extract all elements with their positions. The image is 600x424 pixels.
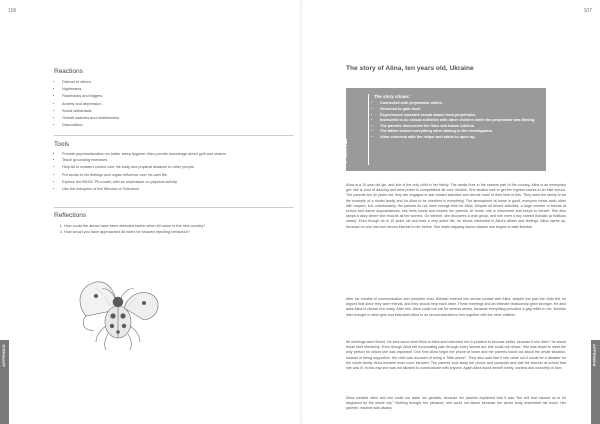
- story-shows-item: • Experienced repeated sexual abuse from perpetrator.: [380, 113, 542, 119]
- story-shows-item: • Instructed to do sexual activities with other children while the perpetrator was filming.: [380, 118, 542, 123]
- story-shows-box: [338, 88, 546, 171]
- appendix-side-tab: [0, 340, 9, 424]
- reflections-section: [54, 212, 294, 235]
- section-divider: [54, 135, 294, 136]
- story-shows-item: • The parents discovered the films and blame Adelina.: [380, 124, 542, 130]
- story-shows-item: • Groomed to gain trust.: [380, 107, 542, 113]
- reflections-heading: Reflections: [54, 212, 87, 219]
- left-page-number: 106: [8, 8, 17, 14]
- tools-item: • Teach grounding exercises.: [62, 157, 294, 164]
- box-divider: [368, 94, 369, 165]
- story-paragraph: After six months of communication and complete trust, Bohdan entered into sexual contact with Alina, despite the pain the child felt, he argued that since they were friends, and they should help each other. These meetings and an intimate relationship grew stronger. He also asks Alina to please him orally. After this, Alina could not eat for several weeks, because everything provoked a gag reflex in her. Bohdan later brought in other girls and instructed Alina to do sexual activities to him together with the other children.: [346, 297, 566, 317]
- story-shows-heading: The story shows:: [374, 94, 411, 99]
- reactions-section: [54, 68, 294, 129]
- tools-item: • Explore the BASIC Ph model, with an emphasize on physical activity.: [62, 179, 294, 186]
- story-shows-item: • Connected with perpetrator online.: [380, 101, 542, 107]
- right-page-number: 107: [583, 8, 592, 14]
- story-body: [346, 297, 566, 318]
- story-name-label: [338, 92, 364, 167]
- story-name: Alina: [338, 138, 350, 163]
- reactions-item: • Dissociation.: [62, 122, 294, 129]
- reflections-item: 2. How would you have approached Ali when he showed rejecting behaviour?: [64, 229, 294, 235]
- reactions-item: • Social withdrawal.: [62, 108, 294, 115]
- reactions-item: • Distrust of others.: [62, 79, 294, 86]
- story-paragraph: All meetings were filmed. He sent some short films to Alina and instructed her to practice to become better, because if she didn't, he would break their friendship. Even though Alina felt excruciating pain through every sexual act, she could not refuse. She was afraid to meet the only person for whom she was important. One time Alina forgot her phone at home and her parents found out about the whole situation. Instead of being supportive, the child was accused of being a "little whore". They also said that if she came out it would be a disaster for the whole family. Alina became even more introvert. The parents took away her phone and computer and told the teacher at school that she was ill. In this way she was not allowed to communicate with anyone. Again Alina found herself lonely, useless and unworthy of love.: [346, 340, 566, 371]
- story-body: [346, 340, 566, 371]
- reactions-item: • Flashbacks and triggers.: [62, 93, 294, 100]
- story-title: The story of Alina, ten years old, Ukraine: [346, 65, 474, 72]
- story-shows-content: [374, 94, 542, 141]
- story-body: [346, 183, 566, 230]
- story-paragraph: Alina is a 10 year-old girl, and she is the only child in her family. The family lives in the eastern part of the country. Alina is an exemplary girl: she is fond of dancing and wins prizes in competitions all over Ukraine. She studies well to get the highest scores in an elite school. The parents are 40 years old, they are engaged in war related activities and devote most of their time to this. They want the family to be the example of a model family and for Alina to be obedient in everything. The atmosphere at home is good, everyone treats each other with respect, but, unfortunately, the parents do not have enough time for Alina. Despite all Alina's activities, a large number of friends at school and dance acquaintances, she feels lonely and misses her parents. At home, she is introverted and keeps to herself. She also keeps a diary where she records all her worries. On internet, she discovers a chat group, and she meet a boy named Bohdan (a fictitious name). Even though he is 10 years old and lead a very active life, he shows interested in Alina's affairs and feelings. Alina opens up, because no one has ever shown interest to her before. She starts skipping dance classes and begins to date Bohdan.: [346, 183, 566, 229]
- story-body: [346, 396, 566, 412]
- reflections-item: 1. How could the abuse have been detected earlier when Ali came to the new country?: [64, 223, 294, 229]
- ladybird-illustration: [66, 258, 176, 368]
- tools-item: • Provide psychoeducation for better sleep hygiene. Also provide knowledge about guilt and shame.: [62, 152, 294, 157]
- tools-item: • Help Ali to reassert control over his body and physical distance to other people.: [62, 164, 294, 171]
- story-paragraph: Alina vomited often and she could not wash her genitals, because her parents explained that it was "the evil that caused us to be disgraced by the whole city." Nothing brought her pleasure, she could not dance because her whole body resembled his touch. Her parents' reaction was always: [346, 396, 566, 411]
- appendix-tab-label: APPENDIX: [1, 344, 6, 367]
- tools-heading: Tools: [54, 141, 70, 148]
- appendix-tab-label: APPENDIX: [592, 344, 597, 367]
- reactions-heading: Reactions: [54, 68, 83, 75]
- story-shows-item: • Alina connects with the helper and starts to open up.: [380, 135, 542, 141]
- tools-section: [54, 141, 294, 193]
- story-shows-item: • The father denied everything when talking to the investigators.: [380, 129, 542, 135]
- appendix-side-tab: [591, 340, 600, 424]
- reactions-item: • Overall sadness and restlessness.: [62, 115, 294, 122]
- reactions-item: • Nightmares.: [62, 86, 294, 93]
- tools-item: • Put words to his feelings and regain influence over his own life.: [62, 172, 294, 179]
- reactions-item: • Anxiety and depression.: [62, 101, 294, 108]
- section-divider: [54, 207, 294, 208]
- tools-item: • Use the metaphor of the Window of Tolerance.: [62, 186, 294, 193]
